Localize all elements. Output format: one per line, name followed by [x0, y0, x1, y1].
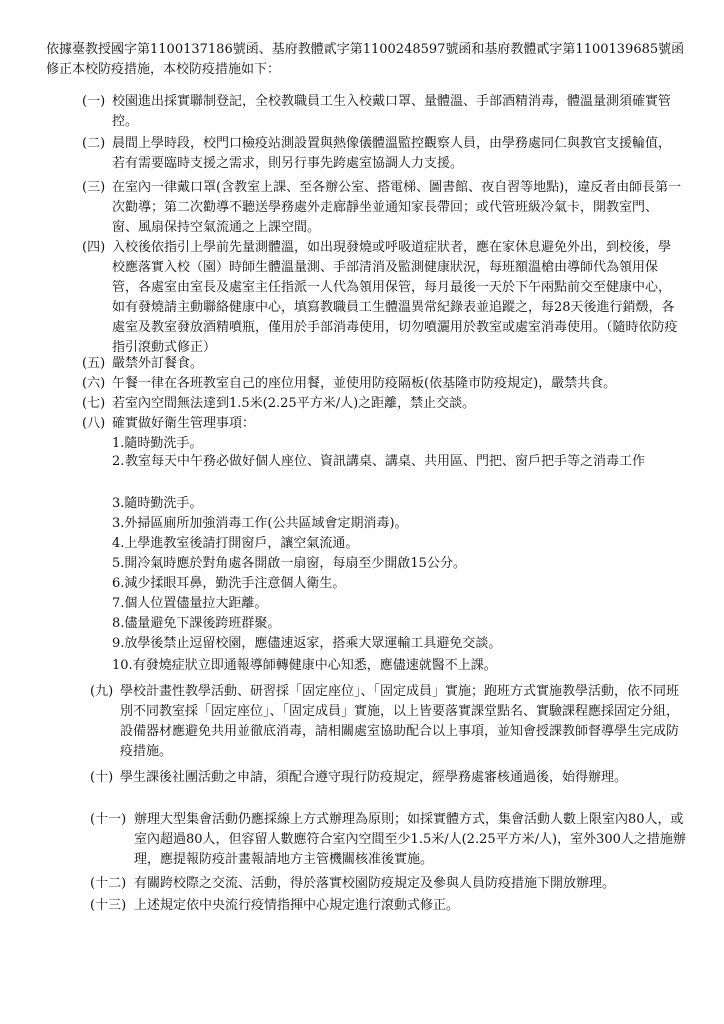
- item-2: [82, 134, 682, 174]
- item-3: [82, 178, 682, 238]
- item-1: [82, 92, 682, 132]
- item-number: (五): [82, 356, 106, 371]
- item-text: 辦理大型集會活動仍應採線上方式辦理為原則；如採實體方式，集會活動人數上限室內80人，或室內超過80人，但容留人數應符合室內空間至少1.5米/人(2.25平方米/人)，室外300人之措施辦理，應提報防疫計畫報請地方主管機關核准後實施。: [134, 812, 686, 867]
- subitem-number: 5.: [112, 556, 125, 571]
- item-number: (十一): [90, 812, 127, 827]
- item-text: 確實做好衛生管理事項：: [112, 416, 256, 431]
- item-number: (十二): [90, 876, 127, 891]
- item-number: (一): [82, 94, 106, 109]
- item-text: 若室內空間無法達到1.5米(2.25平方米/人)之距離，禁止交談。: [112, 396, 476, 411]
- subitem-5: [112, 534, 358, 554]
- item-8: [82, 414, 682, 434]
- item-text: 上述規定依中央流行疫情指揮中心規定進行滾動式修正。: [134, 898, 460, 913]
- item-text: 校園進出採實聯制登記，全校教職員工生入校戴口罩、量體溫、手部酒精消毒，體溫量測須確實管控。: [112, 94, 672, 129]
- subitem-text: 儘量避免下課後跨班群聚。: [124, 616, 281, 631]
- subitem-text: 放學後禁止逗留校園，應儘速返家，搭乘大眾運輸工具避免交談。: [124, 636, 502, 651]
- subitem-7: [112, 574, 345, 594]
- subitem-8: [112, 594, 267, 614]
- subitem-11: [112, 656, 497, 676]
- item-text: 入校後依指引上學前先量測體溫，如出現發燒或呼吸道症狀者，應在家休息避免外出，到校後，學校應落實入校（園）時師生體溫量測、手部清消及監測健康狀況，每班額溫槍由導師代為領用保管，各處室由室長及處室主任指派一人代為領用保管，每月最後一天於下午兩點前交至健康中心，如有發燒請主動聯絡健康中心，填寫教職員工生體溫異常紀錄表並追蹤之，每28天後進行銷燬，各處室及教室發放酒精噴瓶，僅用於手部消毒使用，切勿噴灑用於教室或處室消毒使用。（隨時依防疫指引滾動式修正）: [112, 240, 678, 355]
- item-number: (七): [82, 396, 106, 411]
- item-text: 在室內一律戴口罩(含教室上課、至各辦公室、搭電梯、圖書館、夜自習等地點)，違反者由師長第一次勸導；第二次勸導不聽送學務處外走廊靜坐並通知家長帶回；或代管班級冷氣卡，開教室門、窗、風扇保持空氣流通之上課空間。: [112, 180, 682, 235]
- subitem-number: 8.: [112, 616, 125, 631]
- subitem-10: [112, 634, 501, 654]
- item-text: 有關跨校際之交流、活動，得於落實校園防疫規定及參與人員防疫措施下開放辦理。: [134, 876, 616, 891]
- item-text: 午餐一律在各班教室自己的座位用餐，並使用防疫隔板(依基隆市防疫規定)，嚴禁共食。: [112, 376, 617, 391]
- intro-paragraph: 依據臺教授國字第1100137186號函、基府教體貳字第1100248597號函和基府教體貳字第1100139685號函修正本校防疫措施，本校防疫措施如下：: [46, 42, 685, 77]
- item-6: [82, 374, 692, 394]
- subitem-number: 3.: [112, 496, 125, 511]
- item-11: [90, 810, 686, 870]
- subitem-number: 10.: [112, 658, 133, 673]
- subitem-4: [112, 514, 408, 534]
- subitem-number: 7.: [112, 596, 125, 611]
- subitem-text: 隨時勤洗手。: [124, 496, 203, 511]
- subitem-3: [112, 494, 202, 514]
- subitem-text: 上學進教室後請打開窗戶，讓空氣流通。: [124, 536, 359, 551]
- item-number: (十): [90, 770, 114, 785]
- subitem-number: 9.: [112, 636, 125, 651]
- item-number: (三): [82, 180, 106, 195]
- item-number: (六): [82, 376, 106, 391]
- subitem-number: 4.: [112, 536, 125, 551]
- item-7: [82, 394, 682, 414]
- subitem-1: [112, 434, 202, 454]
- item-text: 嚴禁外訂餐食。: [112, 356, 204, 371]
- item-9: [90, 682, 684, 762]
- item-number: (二): [82, 136, 106, 151]
- item-5: [82, 354, 682, 374]
- subitem-text: 隨時勤洗手。: [124, 436, 203, 451]
- item-text: 學校計畫性教學活動、研習採「固定座位」、「固定成員」實施；跑班方式實施教學活動，依不同班別不同教室採「固定座位」、「固定成員」實施，以上皆要落實課堂點名、實驗課程應採固定分組，設備器材應避免共用並徹底消毒，請相關處室協助配合以上事項，並知會授課教師督導學生完成防疫措施。: [120, 684, 680, 759]
- item-4: [82, 238, 682, 358]
- item-13: [90, 896, 686, 916]
- item-text: 晨間上學時段，校門口檢疫站測設置與熱像儀體溫監控觀察人員，由學務處同仁與教官支援輪值，若有需要臨時支援之需求，則另行事先跨處室協調人力支援。: [112, 136, 672, 171]
- subitem-2: [112, 452, 684, 472]
- subitem-text: 教室每天中午務必做好個人座位、資訊講桌、講桌、共用區、門把、窗戶把手等之消毒工作: [125, 454, 646, 469]
- subitem-text: 開冷氣時應於對角處各開啟一扇窗，每扇至少開啟15公分。: [124, 556, 466, 571]
- subitem-9: [112, 614, 280, 634]
- item-10: [90, 768, 684, 788]
- subitem-6: [112, 554, 466, 574]
- subitem-number: 1.: [112, 436, 125, 451]
- subitem-text: 個人位置儘量拉大距離。: [124, 596, 268, 611]
- subitem-number: 3.: [112, 516, 125, 531]
- item-text: 學生課後社團活動之申請，須配合遵守現行防疫規定，經學務處審核通過後，始得辦理。: [120, 770, 628, 785]
- subitem-number: 6.: [112, 576, 125, 591]
- subitem-number: 2.: [112, 454, 125, 469]
- subitem-text: 外掃區廁所加強消毒工作(公共區域會定期消毒)。: [124, 516, 408, 531]
- item-number: (四): [82, 240, 106, 255]
- subitem-text: 減少揉眼耳鼻，勤洗手注意個人衛生。: [124, 576, 346, 591]
- item-number: (十三): [90, 898, 127, 913]
- item-number: (九): [90, 684, 114, 699]
- subitem-text: 有發燒症狀立即通報導師轉健康中心知悉，應儘速就醫不上課。: [132, 658, 497, 673]
- item-12: [90, 874, 686, 894]
- item-number: (八): [82, 416, 106, 431]
